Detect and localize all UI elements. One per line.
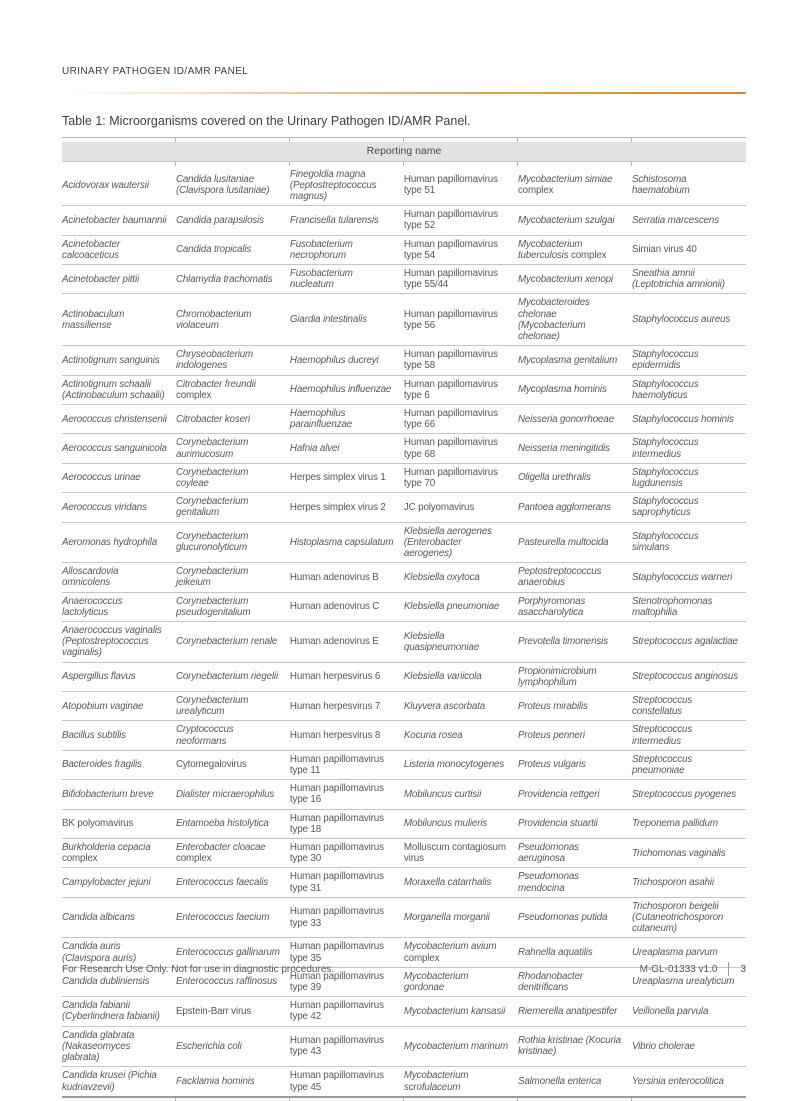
organism-cell: Acidovorax wautersii bbox=[62, 166, 176, 206]
organism-cell: Riemerella anatipestifer bbox=[518, 997, 632, 1026]
organism-cell: Mobiluncus curtisii bbox=[404, 780, 518, 809]
table-row bbox=[62, 692, 746, 721]
organism-cell: Kocuria rosea bbox=[404, 721, 518, 750]
organism-cell: Histoplasma capsulatum bbox=[290, 522, 404, 563]
organism-cell: Bifidobacterium breve bbox=[62, 780, 176, 809]
organism-cell: Citrobacter koseri bbox=[176, 404, 290, 433]
reporting-name-header: Reporting name bbox=[62, 142, 746, 162]
organism-cell: Mycobacterium gordonae bbox=[404, 967, 518, 996]
organism-cell: Candida parapsilosis bbox=[176, 206, 290, 235]
organism-cell: Escherichia coli bbox=[176, 1026, 290, 1067]
organism-cell: Corynebacterium coyleae bbox=[176, 463, 290, 492]
organism-cell: Klebsiella variicola bbox=[404, 662, 518, 691]
organism-cell: Corynebacterium jeikeium bbox=[176, 563, 290, 592]
organism-cell: Aspergillus flavus bbox=[62, 662, 176, 691]
organism-cell: Candida fabianii (Cyberlindnera fabianii) bbox=[62, 997, 176, 1026]
organism-cell: Human papillomavirus type 11 bbox=[290, 750, 404, 779]
organism-cell: Cryptococcus neoformans bbox=[176, 721, 290, 750]
organism-cell: Proteus penneri bbox=[518, 721, 632, 750]
organism-cell: Human papillomavirus type 51 bbox=[404, 166, 518, 206]
organism-cell: Porphyromonas asaccharolytica bbox=[518, 592, 632, 621]
organism-cell: Morganella morganii bbox=[404, 897, 518, 938]
organism-cell: Staphylococcus lugdunensis bbox=[632, 463, 746, 492]
organism-cell: Human papillomavirus type 52 bbox=[404, 206, 518, 235]
organism-cell: Human papillomavirus type 16 bbox=[290, 780, 404, 809]
header-accent-rule bbox=[62, 92, 746, 94]
organism-cell: Cytomegalovirus bbox=[176, 750, 290, 779]
organism-cell: Pseudomonas aeruginosa bbox=[518, 839, 632, 868]
organism-cell: Human papillomavirus type 39 bbox=[290, 967, 404, 996]
organism-cell: Human papillomavirus type 55/44 bbox=[404, 264, 518, 293]
organism-cell: Enterobacter cloacae complex bbox=[176, 839, 290, 868]
table-row bbox=[62, 592, 746, 621]
organism-cell: Staphylococcus warneri bbox=[632, 563, 746, 592]
organism-cell: Acinetobacter pittii bbox=[62, 264, 176, 293]
organism-cell: Rhodanobacter denitrificans bbox=[518, 967, 632, 996]
organism-cell: Moraxella catarrhalis bbox=[404, 868, 518, 897]
organism-cell: Candida auris (Clavispora auris) bbox=[62, 938, 176, 967]
organism-cell: Mycobacterium avium complex bbox=[404, 938, 518, 967]
organism-cell: Trichomonas vaginalis bbox=[632, 839, 746, 868]
organism-cell: Streptococcus constellatus bbox=[632, 692, 746, 721]
table-row bbox=[62, 750, 746, 779]
organism-cell: Acinetobacter calcoaceticus bbox=[62, 235, 176, 264]
table-row bbox=[62, 235, 746, 264]
table-row bbox=[62, 1067, 746, 1097]
table-row bbox=[62, 346, 746, 375]
organism-cell: Anaerococcus vaginalis (Peptostreptococcus vaginalis) bbox=[62, 622, 176, 663]
organism-cell: Rothia kristinae (Kocuria kristinae) bbox=[518, 1026, 632, 1067]
table-body bbox=[62, 166, 746, 1097]
organism-cell: Human adenovirus B bbox=[290, 563, 404, 592]
organism-cell: Haemophilus parainfluenzae bbox=[290, 404, 404, 433]
organism-cell: Simian virus 40 bbox=[632, 235, 746, 264]
column-tick-row-bottom bbox=[62, 1097, 746, 1101]
table-row bbox=[62, 206, 746, 235]
organism-cell: Mycobacterium xenopi bbox=[518, 264, 632, 293]
organism-cell: Candida dubliniensis bbox=[62, 967, 176, 996]
organism-cell: Trichosporon asahii bbox=[632, 868, 746, 897]
organism-cell: Aerococcus christensenii bbox=[62, 404, 176, 433]
organism-cell: Salmonella enterica bbox=[518, 1067, 632, 1097]
organism-cell: Staphylococcus simulans bbox=[632, 522, 746, 563]
organism-cell: JC polyomavirus bbox=[404, 493, 518, 522]
organism-cell: Bacillus subtilis bbox=[62, 721, 176, 750]
table-row bbox=[62, 868, 746, 897]
organism-cell: Mycobacteroides chelonae (Mycobacterium chelonae) bbox=[518, 294, 632, 346]
organism-cell: Enterococcus gallinarum bbox=[176, 938, 290, 967]
table-caption: Table 1: Microorganisms covered on the Urinary Pathogen ID/AMR Panel. bbox=[62, 114, 471, 128]
organism-cell: Human papillomavirus type 33 bbox=[290, 897, 404, 938]
organism-cell: Human adenovirus C bbox=[290, 592, 404, 621]
organism-cell: Hafnia alvei bbox=[290, 434, 404, 463]
organism-cell: Klebsiella quasipneumoniae bbox=[404, 622, 518, 663]
organism-cell: Enterococcus faecalis bbox=[176, 868, 290, 897]
organism-cell: Mobiluncus mulieris bbox=[404, 809, 518, 838]
organism-cell: Klebsiella oxytoca bbox=[404, 563, 518, 592]
footer-doc-info bbox=[640, 962, 746, 976]
organism-cell: Pseudomonas mendocina bbox=[518, 868, 632, 897]
organism-cell: Mycoplasma hominis bbox=[518, 375, 632, 404]
organism-cell: Staphylococcus saprophyticus bbox=[632, 493, 746, 522]
organism-cell: Candida glabrata (Nakaseomyces glabrata) bbox=[62, 1026, 176, 1067]
footer-page-number: 3 bbox=[740, 963, 746, 975]
organism-cell: Actinotignum schaalii (Actinobaculum schaalii) bbox=[62, 375, 176, 404]
organism-cell: Haemophilus influenzae bbox=[290, 375, 404, 404]
table-row bbox=[62, 166, 746, 206]
table-row bbox=[62, 493, 746, 522]
organism-cell: Schistosoma haematobium bbox=[632, 166, 746, 206]
organism-cell: Human herpesvirus 6 bbox=[290, 662, 404, 691]
organism-cell: Mycobacterium kansasii bbox=[404, 997, 518, 1026]
organism-cell: Human papillomavirus type 35 bbox=[290, 938, 404, 967]
organism-cell: Ureaplasma parvum bbox=[632, 938, 746, 967]
organism-cell: Enterococcus faecium bbox=[176, 897, 290, 938]
organism-cell: Human papillomavirus type 6 bbox=[404, 375, 518, 404]
organism-cell: Streptococcus anginosus bbox=[632, 662, 746, 691]
organism-cell: Klebsiella pneumoniae bbox=[404, 592, 518, 621]
organism-cell: Vibrio cholerae bbox=[632, 1026, 746, 1067]
organism-cell: Providencia rettgeri bbox=[518, 780, 632, 809]
organism-cell: Sneathia amnii (Leptotrichia amnionii) bbox=[632, 264, 746, 293]
organism-cell: Streptococcus pneumoniae bbox=[632, 750, 746, 779]
organism-cell: Human papillomavirus type 66 bbox=[404, 404, 518, 433]
organism-cell: Human adenovirus E bbox=[290, 622, 404, 663]
organism-cell: Corynebacterium aurimucosum bbox=[176, 434, 290, 463]
organism-cell: Propionimicrobium lymphophilum bbox=[518, 662, 632, 691]
organism-cell: Dialister micraerophilus bbox=[176, 780, 290, 809]
organism-cell: Staphylococcus haemolyticus bbox=[632, 375, 746, 404]
organism-cell: Mycobacterium szulgai bbox=[518, 206, 632, 235]
organism-cell: Corynebacterium riegelii bbox=[176, 662, 290, 691]
table-header-row bbox=[62, 142, 746, 162]
page-footer bbox=[62, 962, 746, 976]
footer-disclaimer: For Research Use Only. Not for use in diagnostic procedures. bbox=[62, 963, 335, 975]
organism-cell: Human papillomavirus type 30 bbox=[290, 839, 404, 868]
organism-cell: Burkholderia cepacia complex bbox=[62, 839, 176, 868]
organism-cell: Haemophilus ducreyi bbox=[290, 346, 404, 375]
organism-cell: Mycobacterium marinum bbox=[404, 1026, 518, 1067]
organism-cell: Entamoeba histolytica bbox=[176, 809, 290, 838]
organism-cell: Acinetobacter baumannii bbox=[62, 206, 176, 235]
organism-cell: Human herpesvirus 7 bbox=[290, 692, 404, 721]
organism-cell: Human papillomavirus type 56 bbox=[404, 294, 518, 346]
organism-cell: Trichosporon beigelii (Cutaneotrichosporon cutaneum) bbox=[632, 897, 746, 938]
organism-cell: Oligella urethralis bbox=[518, 463, 632, 492]
organism-cell: Fusobacterium nucleatum bbox=[290, 264, 404, 293]
organism-cell: Human papillomavirus type 70 bbox=[404, 463, 518, 492]
organism-cell: Mycobacterium simiae complex bbox=[518, 166, 632, 206]
organism-cell: Proteus vulgaris bbox=[518, 750, 632, 779]
table-row bbox=[62, 809, 746, 838]
organism-cell: Candida albicans bbox=[62, 897, 176, 938]
organism-cell: Atopobium vaginae bbox=[62, 692, 176, 721]
table-row bbox=[62, 839, 746, 868]
organism-cell: Giardia intestinalis bbox=[290, 294, 404, 346]
organism-cell: Prevotella timonensis bbox=[518, 622, 632, 663]
organism-cell: BK polyomavirus bbox=[62, 809, 176, 838]
organism-cell: Neisseria gonorrhoeae bbox=[518, 404, 632, 433]
table-row bbox=[62, 622, 746, 663]
organism-cell: Human papillomavirus type 42 bbox=[290, 997, 404, 1026]
organism-cell: Epstein-Barr virus bbox=[176, 997, 290, 1026]
organism-cell: Anaerococcus lactolyticus bbox=[62, 592, 176, 621]
organism-cell: Aerococcus sanguinicola bbox=[62, 434, 176, 463]
organism-cell: Enterococcus raffinosus bbox=[176, 967, 290, 996]
organism-cell: Candida tropicalis bbox=[176, 235, 290, 264]
organism-cell: Human papillomavirus type 43 bbox=[290, 1026, 404, 1067]
organism-cell: Peptostreptococcus anaerobius bbox=[518, 563, 632, 592]
table-row bbox=[62, 563, 746, 592]
table-row bbox=[62, 780, 746, 809]
organism-cell: Streptococcus pyogenes bbox=[632, 780, 746, 809]
organism-cell: Human papillomavirus type 58 bbox=[404, 346, 518, 375]
organism-cell: Streptococcus agalactiae bbox=[632, 622, 746, 663]
organism-cell: Kluyvera ascorbata bbox=[404, 692, 518, 721]
organism-cell: Pantoea agglomerans bbox=[518, 493, 632, 522]
organism-cell: Rahnella aquatilis bbox=[518, 938, 632, 967]
organism-cell: Human papillomavirus type 54 bbox=[404, 235, 518, 264]
organism-cell: Pseudomonas putida bbox=[518, 897, 632, 938]
organism-cell: Staphylococcus intermedius bbox=[632, 434, 746, 463]
organism-cell: Herpes simplex virus 1 bbox=[290, 463, 404, 492]
table-row bbox=[62, 662, 746, 691]
organism-cell: Finegoldia magna (Peptostreptococcus magnus) bbox=[290, 166, 404, 206]
organism-cell: Veillonella parvula bbox=[632, 997, 746, 1026]
organism-cell: Neisseria meningitidis bbox=[518, 434, 632, 463]
table-row bbox=[62, 404, 746, 433]
organism-cell: Mycobacterium scrofulaceum bbox=[404, 1067, 518, 1097]
organism-cell: Ureaplasma urealyticum bbox=[632, 967, 746, 996]
table-row bbox=[62, 434, 746, 463]
table-row bbox=[62, 294, 746, 346]
organism-cell: Aeromonas hydrophila bbox=[62, 522, 176, 563]
organism-cell: Mycobacterium tuberculosis complex bbox=[518, 235, 632, 264]
organism-cell: Chryseobacterium indologenes bbox=[176, 346, 290, 375]
footer-divider bbox=[728, 962, 729, 976]
organism-cell: Streptococcus intermedius bbox=[632, 721, 746, 750]
organism-cell: Molluscum contagiosum virus bbox=[404, 839, 518, 868]
organism-cell: Aerococcus urinae bbox=[62, 463, 176, 492]
organism-cell: Actinobaculum massiliense bbox=[62, 294, 176, 346]
organism-cell: Klebsiella aerogenes (Enterobacter aerogenes) bbox=[404, 522, 518, 563]
organism-cell: Staphylococcus hominis bbox=[632, 404, 746, 433]
organism-cell: Listeria monocytogenes bbox=[404, 750, 518, 779]
organism-cell: Serratia marcescens bbox=[632, 206, 746, 235]
organism-cell: Treponema pallidum bbox=[632, 809, 746, 838]
organism-cell: Corynebacterium pseudogenitalium bbox=[176, 592, 290, 621]
organism-cell: Campylobacter jejuni bbox=[62, 868, 176, 897]
organism-cell: Human herpesvirus 8 bbox=[290, 721, 404, 750]
organism-cell: Stenotrophomonas maltophilia bbox=[632, 592, 746, 621]
organism-cell: Francisella tularensis bbox=[290, 206, 404, 235]
organism-cell: Alloscardovia omnicolens bbox=[62, 563, 176, 592]
organism-cell: Human papillomavirus type 31 bbox=[290, 868, 404, 897]
organism-cell: Human papillomavirus type 45 bbox=[290, 1067, 404, 1097]
organism-cell: Candida krusei (Pichia kudriavzevii) bbox=[62, 1067, 176, 1097]
organism-cell: Chromobacterium violaceum bbox=[176, 294, 290, 346]
table-row bbox=[62, 997, 746, 1026]
organism-cell: Candida lusitaniae (Clavispora lusitaniae) bbox=[176, 166, 290, 206]
organism-cell: Actinotignum sanguinis bbox=[62, 346, 176, 375]
table-row bbox=[62, 463, 746, 492]
organism-cell: Facklamia hominis bbox=[176, 1067, 290, 1097]
organism-cell: Bacteroides fragilis bbox=[62, 750, 176, 779]
organism-cell: Mycoplasma genitalium bbox=[518, 346, 632, 375]
organism-cell: Human papillomavirus type 68 bbox=[404, 434, 518, 463]
organism-cell: Aerococcus viridans bbox=[62, 493, 176, 522]
table-row bbox=[62, 1026, 746, 1067]
organism-cell: Fusobacterium necrophorum bbox=[290, 235, 404, 264]
organism-cell: Corynebacterium urealyticum bbox=[176, 692, 290, 721]
organism-cell: Herpes simplex virus 2 bbox=[290, 493, 404, 522]
organism-cell: Citrobacter freundii complex bbox=[176, 375, 290, 404]
organism-cell: Human papillomavirus type 18 bbox=[290, 809, 404, 838]
organism-cell: Proteus mirabilis bbox=[518, 692, 632, 721]
organism-cell: Corynebacterium glucuronolyticum bbox=[176, 522, 290, 563]
table-row bbox=[62, 721, 746, 750]
organism-cell: Staphylococcus epidermidis bbox=[632, 346, 746, 375]
table-row bbox=[62, 522, 746, 563]
organism-cell: Yersinia enterocolitica bbox=[632, 1067, 746, 1097]
microorganisms-table bbox=[62, 137, 746, 1101]
organism-cell: Corynebacterium genitalium bbox=[176, 493, 290, 522]
table-row bbox=[62, 897, 746, 938]
organism-cell: Chlamydia trachomatis bbox=[176, 264, 290, 293]
table-row bbox=[62, 375, 746, 404]
table-row bbox=[62, 264, 746, 293]
organism-cell: Providencia stuartii bbox=[518, 809, 632, 838]
footer-doc-id: M-GL-01333 v1.0 bbox=[639, 963, 718, 975]
organism-cell: Staphylococcus aureus bbox=[632, 294, 746, 346]
doc-header-title: URINARY PATHOGEN ID/AMR PANEL bbox=[62, 66, 249, 77]
organism-cell: Pasteurella multocida bbox=[518, 522, 632, 563]
organism-cell: Corynebacterium renale bbox=[176, 622, 290, 663]
